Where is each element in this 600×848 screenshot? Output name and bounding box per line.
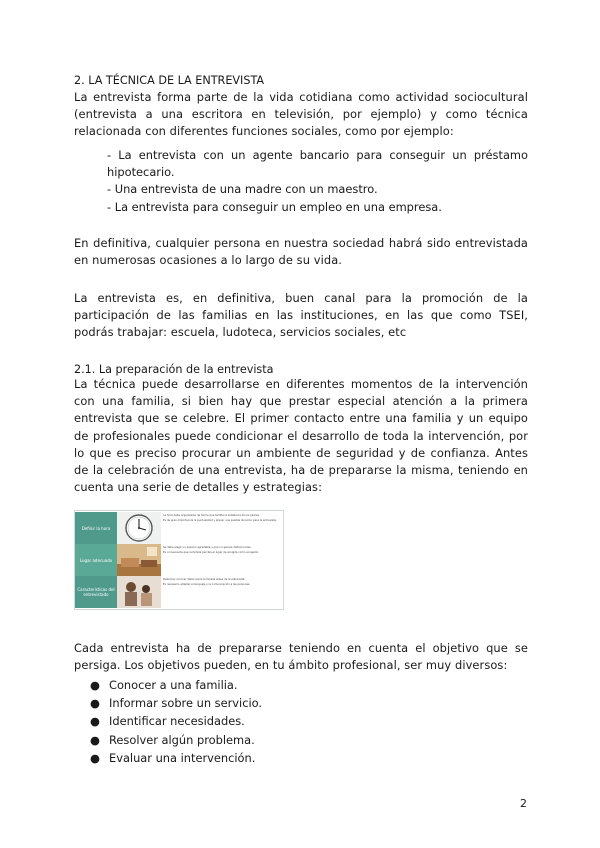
- list-item: ● Conocer a una familia.: [90, 678, 238, 692]
- family-photo: [117, 576, 161, 608]
- figure-label: Definir la hora: [75, 512, 117, 544]
- dash-item-2: - Una entrevista de una madre con un maestro.: [107, 182, 378, 196]
- dash-item-3: - La entrevista para conseguir un empleo en una empresa.: [107, 200, 442, 214]
- preparation-table-image: [74, 510, 284, 610]
- figure-row-hora: [75, 512, 283, 544]
- dash-item-1: - La entrevista con un agente bancario para conseguir un préstamo hipotecario.: [107, 148, 528, 180]
- subsection-paragraph: La técnica puede desarrollarse en diferentes momentos de la intervención con una familia, si bien hay que prestar especial atención a la primera entrevista que se celebre. El primer contacto entre una familia y un equipo de profesionales puede condicionar el desarrollo de toda la intervención, por lo que es preciso procurar un ambiente de seguridad y de confianza. Antes de la celebración de una entrevista, ha de prepararse la misma, teniendo en cuenta una serie de detalles y estrategias:: [74, 377, 528, 495]
- figure-row-text: Se debe elegir un espacio agradable y que no genere distracciones. Es conveniente que la familia perciba el lugar de acogida como acogedor.: [163, 546, 259, 554]
- page-number: 2: [520, 797, 527, 810]
- list-item: ● Informar sobre un servicio.: [90, 696, 263, 711]
- paragraph-2: En definitiva, cualquier persona en nuestra sociedad habrá sido entrevistada en numerosas ocasiones a lo largo de su vida.: [74, 236, 528, 268]
- figure-label: Lugar adecuado: [75, 544, 117, 576]
- objectives-list: [90, 676, 262, 767]
- list-item: ● Identificar necesidades.: [90, 714, 245, 729]
- list-item: ● Evaluar una intervención.: [90, 750, 256, 765]
- paragraph-3: La entrevista es, en definitiva, buen canal para la promoción de la participación de las familias en las instituciones, en las que como TSEI, podrás trabajar: escuela, ludoteca, servicios sociales, etc: [74, 291, 528, 340]
- clock-icon: [117, 512, 161, 544]
- subsection-heading: 2.1. La preparación de la entrevista: [74, 363, 274, 376]
- section-heading: 2. LA TÉCNICA DE LA ENTREVISTA: [74, 74, 265, 87]
- figure-row-text: Debemos conocer datos sobre la familia antes de la entrevista. Es necesario adaptar el lenguaje y la comunicación a las personas.: [163, 578, 251, 586]
- figure-row-text: La hora debe organizarse de forma que facilite la asistencia de los padres. Es de gran importancia la puntualidad y prever una posible duración para la entrevista.: [163, 514, 277, 522]
- intro-paragraph: La entrevista forma parte de la vida cotidiana como actividad sociocultural (entrevista a una escritora en televisión, por ejemplo) y como técnica relacionada con diferentes funciones sociales, como por ejemplo:: [74, 90, 528, 139]
- closing-paragraph: Cada entrevista ha de prepararse teniendo en cuenta el objetivo que se persiga. Los objetivos pueden, en tu ámbito profesional, ser muy diversos:: [74, 641, 528, 673]
- figure-row-caracteristicas: [75, 576, 283, 608]
- figure-row-lugar: [75, 544, 283, 576]
- figure-label: Características del entrevistado: [75, 576, 117, 608]
- room-photo: [117, 544, 161, 576]
- list-item: ● Resolver algún problema.: [90, 732, 255, 747]
